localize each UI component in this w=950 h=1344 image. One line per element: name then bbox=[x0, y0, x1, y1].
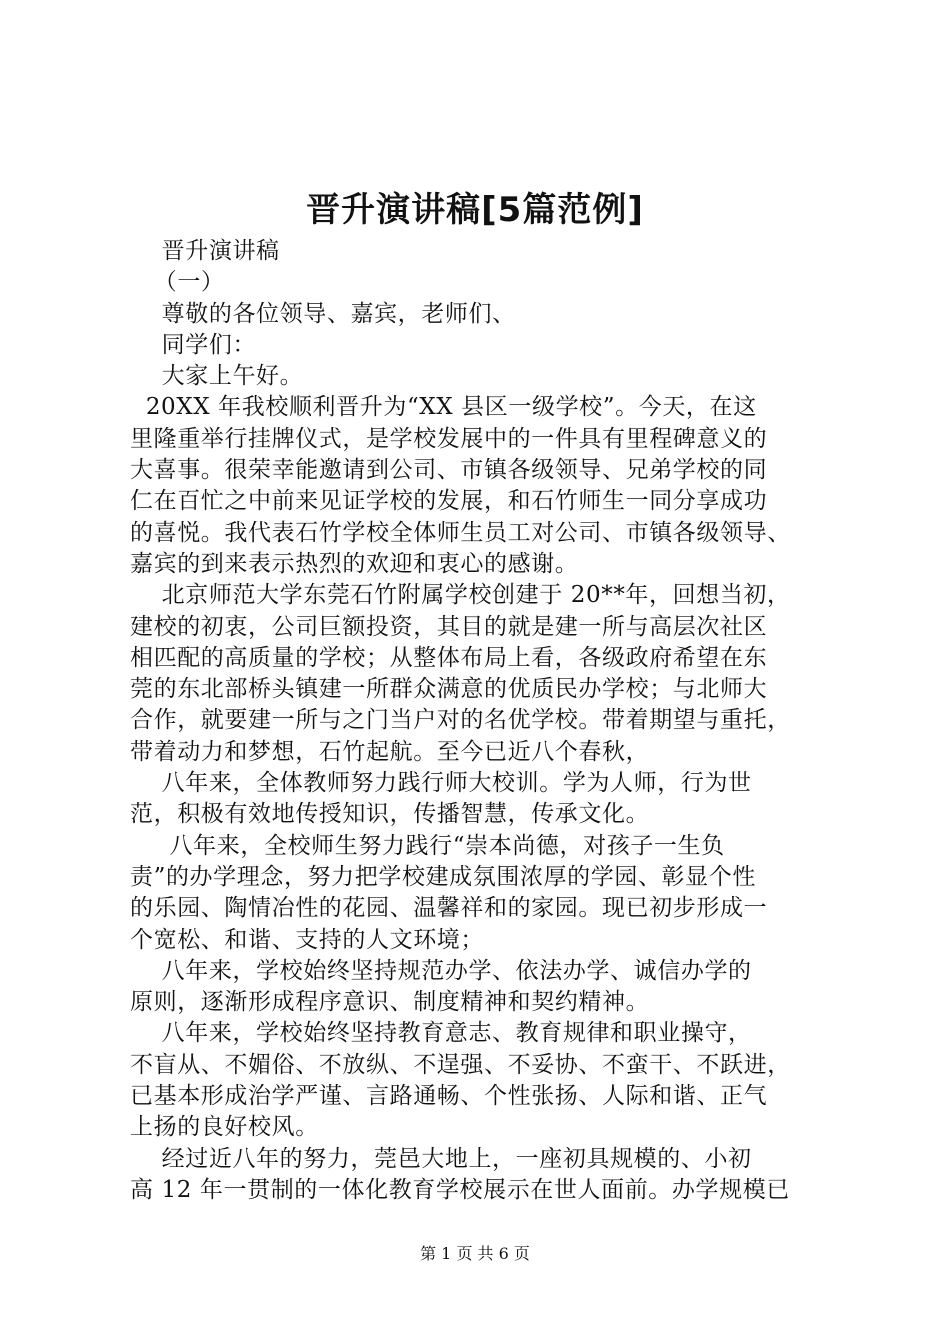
body-line: 的乐园、陶情冶性的花园、温馨祥和的家园。现已初步形成一 bbox=[130, 895, 768, 922]
body-line: 不盲从、不媚俗、不放纵、不逞强、不妥协、不蛮干、不跃进， bbox=[130, 1051, 791, 1078]
body-line: 八年来，学校始终坚持教育意志、教育规律和职业操守， bbox=[130, 1020, 752, 1047]
body-line: 大喜事。很荣幸能邀请到公司、市镇各级领导、兄弟学校的同 bbox=[130, 457, 768, 484]
body-line: 已基本形成治学严谨、言路通畅、个性张扬、人际和谐、正气 bbox=[130, 1083, 768, 1110]
body-line: 责”的办学理念，努力把学校建成氛围浓厚的学园、彰显个性 bbox=[130, 863, 756, 890]
body-line: 上扬的良好校风。 bbox=[130, 1114, 319, 1141]
page-number-footer: 第 1 页 共 6 页 bbox=[420, 1244, 530, 1263]
body-line: 个宽松、和谐、支持的人文环境； bbox=[130, 926, 484, 953]
body-line: 高 12 年一贯制的一体化教育学校展示在世人面前。办学规模已 bbox=[130, 1176, 790, 1203]
body-line: 晋升演讲稿 bbox=[130, 238, 280, 264]
document-body bbox=[130, 236, 830, 1206]
body-line: 建校的初衷，公司巨额投资，其目的就是建一所与高层次社区 bbox=[130, 613, 768, 640]
body-line: 八年来，全体教师努力践行师大校训。学为人师，行为世 bbox=[130, 770, 752, 797]
body-line: 范，积极有效地传授知识，传播智慧，传承文化。 bbox=[130, 801, 650, 828]
body-line: 的喜悦。我代表石竹学校全体师生员工对公司、市镇各级领导、 bbox=[130, 519, 791, 546]
body-line: 嘉宾的到来表示热烈的欢迎和衷心的感谢。 bbox=[130, 550, 579, 577]
body-line: 八年来，全校师生努力践行“崇本尚德，对孩子一生负 bbox=[130, 832, 725, 859]
body-line: 同学们： bbox=[130, 331, 257, 358]
body-line: 原则，逐渐形成程序意识、制度精神和契约精神。 bbox=[130, 989, 650, 1016]
body-line: 大家上午好。 bbox=[130, 363, 304, 390]
body-line: 20XX 年我校顺利晋升为“XX 县区一级学校”。今天，在这 bbox=[130, 394, 757, 421]
body-line: 尊敬的各位领导、嘉宾，老师们、 bbox=[130, 300, 516, 327]
body-line: 相匹配的高质量的学校；从整体布局上看，各级政府希望在东 bbox=[130, 644, 768, 671]
body-line: 仁在百忙之中前来见证学校的发展，和石竹师生一同分享成功 bbox=[130, 488, 768, 515]
body-line: 八年来，学校始终坚持规范办学、依法办学、诚信办学的 bbox=[130, 957, 752, 984]
body-line: 带着动力和梦想，石竹起航。至今已近八个春秋， bbox=[130, 738, 650, 765]
body-line: 经过近八年的努力，莞邑大地上，一座初具规模的、小初 bbox=[130, 1145, 752, 1172]
body-line: 北京师范大学东莞石竹附属学校创建于 20**年，回想当初， bbox=[130, 582, 791, 609]
body-line: （一） bbox=[130, 269, 225, 296]
document-title: 晋升演讲稿[5篇范例] bbox=[306, 190, 644, 230]
body-line: 莞的东北部桥头镇建一所群众满意的优质民办学校；与北师大 bbox=[130, 676, 768, 703]
body-line: 合作，就要建一所与之门当户对的名优学校。带着期望与重托， bbox=[130, 707, 791, 734]
body-line: 里隆重举行挂牌仪式，是学校发展中的一件具有里程碑意义的 bbox=[130, 425, 768, 452]
